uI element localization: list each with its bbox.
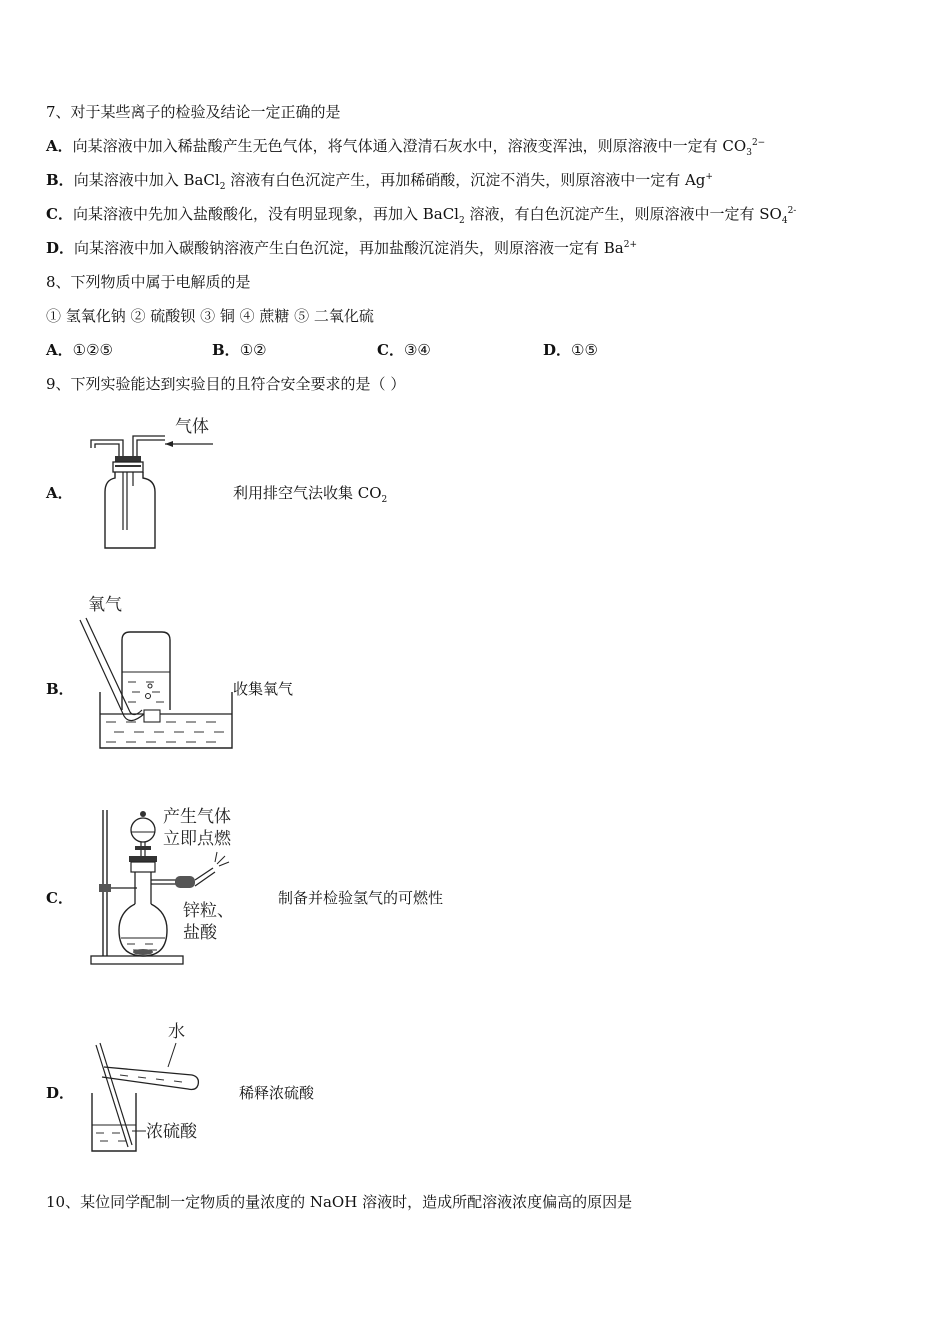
q8-option-b-text: ①②	[239, 341, 267, 359]
q7-option-a-letter: A．	[46, 137, 73, 155]
q9-fig-c-label-1: 产生气体	[163, 807, 231, 827]
q9-option-a-desc-text: 利用排空气法收集 CO	[233, 484, 382, 502]
q8-option-b	[212, 340, 267, 360]
q7-option-c-sub2: 4	[781, 216, 788, 226]
q8-option-d	[543, 340, 598, 360]
q7-stem: 7、对于某些离子的检验及结论一定正确的是	[46, 103, 341, 121]
q9-figure-d	[80, 1015, 220, 1157]
q7-option-c-sup: 2-	[787, 206, 797, 216]
q7-option-b-sup: +	[705, 172, 713, 182]
q8-option-d-text: ①⑤	[571, 341, 598, 359]
q9-fig-c-label-4: 盐酸	[183, 923, 217, 943]
q7-option-b-text2: 溶液有白色沉淀产生，再加稀硝酸，沉淀不消失，则原溶液中一定有 Ag	[225, 171, 706, 189]
q7-option-d-text: 向某溶液中加入碳酸钠溶液产生白色沉淀，再加盐酸沉淀消失，则原溶液一定有 Ba	[74, 239, 624, 257]
q8-option-a-letter: A．	[46, 341, 73, 359]
q8-option-c-letter: C．	[377, 341, 404, 359]
q9-figure-a	[85, 410, 225, 555]
gas-bottle-diagram	[85, 410, 225, 555]
q9-option-d-desc: 稀释浓硫酸	[239, 1084, 315, 1102]
q9-fig-a-label: 气体	[175, 417, 209, 437]
q7-option-d	[46, 238, 637, 258]
q7-option-c-letter: C．	[46, 205, 73, 223]
q8-items: ① 氢氧化钠 ② 硫酸钡 ③ 铜 ④ 蔗糖 ⑤ 二氧化硫	[46, 307, 374, 325]
q8-stem: 8、下列物质中属于电解质的是	[46, 273, 251, 291]
water-displacement-diagram	[70, 592, 240, 754]
q7-option-b	[46, 170, 713, 190]
q7-option-b-letter: B．	[46, 171, 74, 189]
q9-fig-d-label-2: 浓硫酸	[146, 1122, 197, 1142]
q7-option-a-text: 向某溶液中加入稀盐酸产生无色气体，将气体通入澄清石灰水中，溶液变浑浊，则原溶液中一定有 CO	[72, 137, 747, 155]
q9-option-d-letter: D．	[46, 1084, 75, 1102]
q7-option-a	[46, 136, 765, 156]
q9-option-a-letter: A．	[46, 484, 73, 502]
q7-option-a-sub: 3	[746, 148, 752, 158]
q9-option-b-letter: B．	[46, 680, 74, 698]
q7-option-c	[46, 204, 796, 224]
q8-option-a-text: ①②⑤	[72, 341, 113, 359]
q8-option-c	[377, 340, 431, 360]
q9-option-b-desc: 收集氧气	[233, 680, 294, 698]
q8-option-a	[46, 340, 113, 360]
q9-option-a-desc-sub: 2	[381, 495, 388, 505]
q7-option-d-sup: 2+	[623, 240, 638, 250]
q7-option-a-sup: 2−	[751, 138, 766, 148]
q10-stem: 10、某位同学配制一定物质的量浓度的 NaOH 溶液时，造成所配溶液浓度偏高的原因是	[46, 1193, 633, 1211]
hydrogen-apparatus-diagram	[85, 800, 255, 970]
q9-figure-c	[85, 800, 255, 970]
q9-figure-b	[70, 592, 240, 754]
q7-option-b-text1: 向某溶液中加入 BaCl	[73, 171, 220, 189]
q9-fig-c-label-2: 立即点燃	[163, 829, 231, 849]
q9-option-c-letter: C．	[46, 889, 73, 907]
q9-option-c-desc: 制备并检验氢气的可燃性	[278, 889, 444, 907]
q8-option-d-letter: D．	[543, 341, 572, 359]
q7-option-c-text1: 向某溶液中先加入盐酸酸化，没有明显现象，再加入 BaCl	[72, 205, 459, 223]
q7-option-b-sub: 2	[219, 182, 226, 192]
dilution-diagram	[80, 1015, 220, 1157]
q9-fig-c-label-3: 锌粒、	[183, 901, 234, 921]
q9-option-a-desc	[233, 483, 387, 503]
q9-fig-b-label: 氧气	[88, 595, 122, 615]
q8-option-c-text: ③④	[403, 341, 431, 359]
q9-stem: 9、下列实验能达到实验目的且符合安全要求的是（ ）	[46, 375, 406, 393]
q7-option-d-letter: D．	[46, 239, 75, 257]
q7-option-c-sub1: 2	[458, 216, 465, 226]
q9-fig-d-label-1: 水	[168, 1022, 185, 1042]
q8-option-b-letter: B．	[212, 341, 240, 359]
q7-option-c-text2: 溶液，有白色沉淀产生，则原溶液中一定有 SO	[464, 205, 782, 223]
